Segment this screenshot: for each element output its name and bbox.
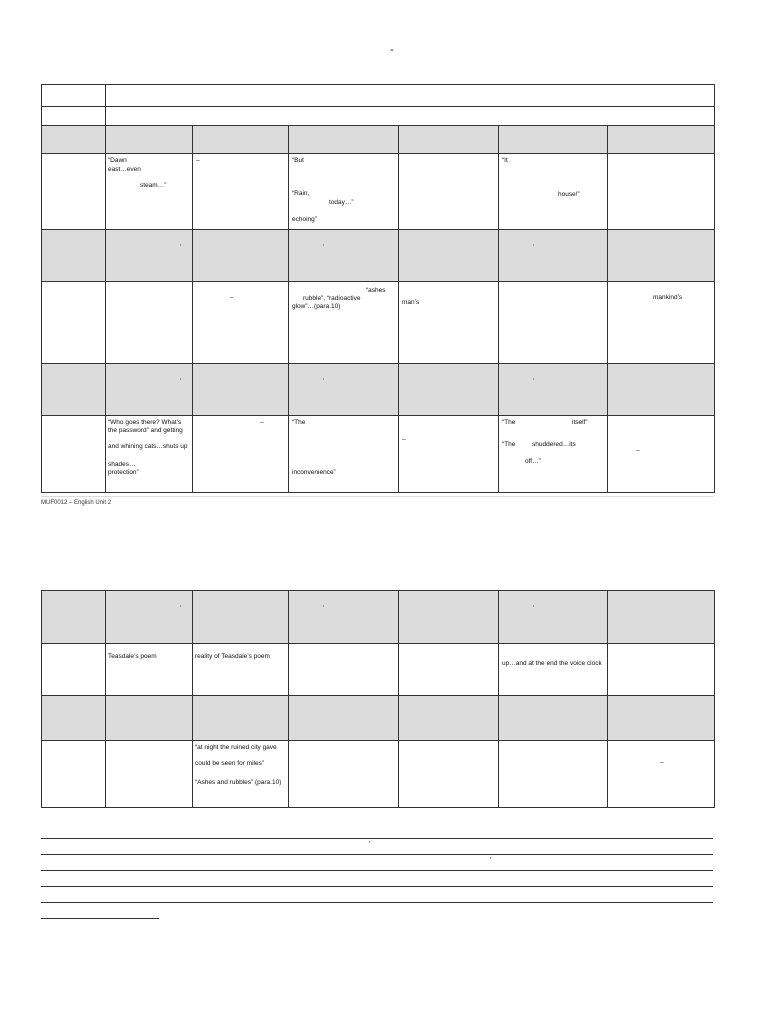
table-row: [42, 282, 715, 364]
table-row: [42, 416, 715, 493]
quote-text: “The: [292, 419, 306, 426]
quote-text: itself”: [572, 419, 588, 426]
table-header-row: [42, 126, 715, 154]
quote-text: could be seen for miles”: [195, 760, 265, 767]
quote-text: steam…”: [140, 182, 167, 189]
quote-text: up…and at the end the voice clock: [502, 660, 602, 667]
table-cell: [106, 85, 715, 107]
table-row: [42, 644, 715, 696]
table-header-row: [42, 696, 715, 741]
quote-text: “The: [502, 441, 516, 448]
quote-text: and whining cats…shuts up: [108, 443, 188, 450]
ruled-line: [41, 870, 713, 871]
table-header-row: [42, 230, 715, 282]
ruled-line: [41, 902, 713, 903]
quote-text: protection”: [108, 469, 139, 476]
analysis-table-2: [41, 590, 715, 808]
quote-text: Teasdale’s poem: [108, 653, 157, 660]
table-cell: [42, 107, 106, 126]
table-row: [42, 85, 715, 107]
quote-text: east…even: [108, 166, 141, 173]
ruled-line: [41, 886, 713, 887]
quote-text: today…”: [329, 199, 354, 206]
mark-text: ’: [180, 244, 182, 251]
quote-text: shuddered…its: [532, 441, 576, 448]
page-separator: [41, 496, 713, 497]
mark-text: ’: [533, 605, 535, 612]
quote-text: man’s: [402, 299, 420, 306]
table-header-row: [42, 591, 715, 644]
dash-text: –: [660, 759, 664, 766]
quote-text: reality of Teasdale’s poem: [195, 653, 270, 660]
quote-text: “But: [292, 157, 304, 164]
ruled-line-short: [41, 918, 159, 919]
table-cell: [42, 85, 106, 107]
quote-text: off…”: [525, 458, 541, 465]
quote-text: shades…: [108, 461, 136, 468]
mark-text: ’: [323, 605, 325, 612]
quote-text: “Dawn: [108, 157, 127, 164]
mark-text: ’: [490, 857, 492, 864]
table-cell: [106, 107, 715, 126]
table-header-row: [42, 364, 715, 416]
table-row: [42, 107, 715, 126]
table-row: [42, 154, 715, 230]
table-row: [42, 741, 715, 808]
dash-text: –: [636, 447, 640, 454]
quote-text: “Rain,: [292, 190, 310, 197]
ruled-line: [41, 838, 713, 839]
mark-text: ’: [533, 244, 535, 251]
mark-text: ’: [533, 378, 535, 385]
quote-text: mankind’s: [653, 294, 683, 301]
quote-text: the password” and getting: [108, 427, 183, 434]
quote-text: “The: [502, 419, 516, 426]
mark-text: ’: [323, 244, 325, 251]
quote-text: echoing”: [292, 216, 317, 223]
dash-text: –: [230, 294, 234, 301]
mark-text: ’: [180, 378, 182, 385]
dash-text: –: [260, 419, 264, 426]
mark-text: ’: [180, 605, 182, 612]
dash-text: –: [402, 436, 406, 443]
quote-text: inconvenience”: [292, 469, 336, 476]
quote-text: house!”: [558, 191, 580, 198]
dash-text: –: [196, 157, 200, 164]
mark-text: ’: [323, 378, 325, 385]
quote-text: “It: [502, 157, 508, 164]
quote-text: glow”…(para.10): [292, 303, 341, 310]
quote-text: “Ashes and rubbles” (para.10): [195, 779, 282, 786]
mark-text: ’: [369, 841, 371, 848]
page-footer: MUF0012 – English Unit 2: [41, 500, 112, 506]
quote-text: “Who goes there? What’s: [108, 419, 182, 426]
page-title-mark: -: [390, 44, 394, 56]
quote-text: “at night the ruined city gave: [195, 744, 277, 751]
quote-text: rubble”, “radioactive: [303, 295, 361, 302]
ruled-line: [41, 854, 713, 855]
analysis-table-1: [41, 84, 715, 493]
quote-text: “ashes: [366, 287, 386, 294]
